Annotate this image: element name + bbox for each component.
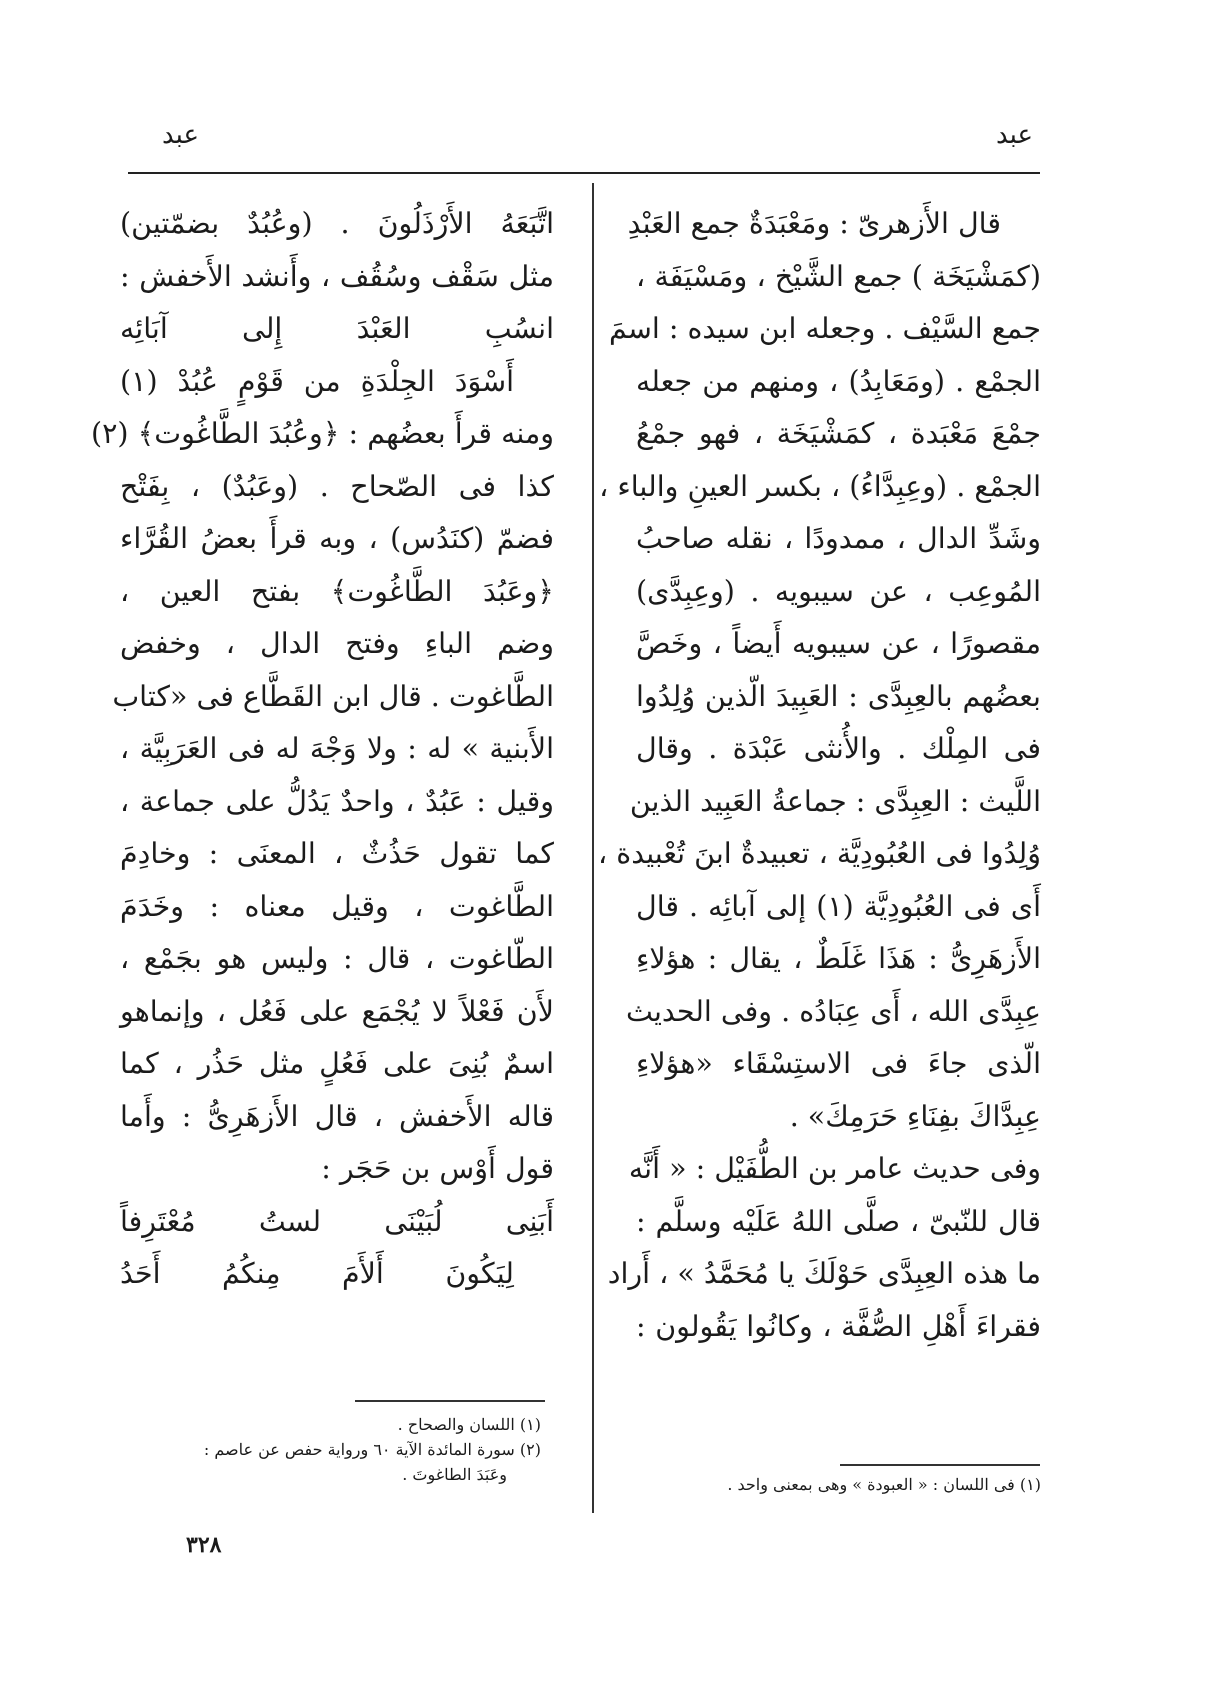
text-line: قول أَوْس بن حَجَر : [321, 1152, 554, 1185]
verse-line: أَبَنِى لُبَيْنَى لستُ مُعْتَرِفاً [120, 1204, 554, 1238]
text-line: وشَدِّ الدال ، ممدودًا ، نقله صاحبُ [636, 522, 1041, 555]
text-line: وفى حديث عامر بن الطُّفَيْل : « أَنَّه [628, 1152, 1041, 1185]
footnote: (٢) سورة المائدة الآية ٦٠ ورواية حفص عن عاصم : [203, 1440, 541, 1459]
text-line: كذا فى الصّحاح . (وعَبُدٌ) ، بِفَتْح [120, 469, 554, 503]
text-line: ما هذه العِبِدَّى حَوْلَكَ يا مُحَمَّدُ » ، أَراد [607, 1257, 1041, 1290]
column-divider [592, 183, 594, 1513]
text-line: لأَن فَعْلاً لا يُجْمَع على فَعُل ، وإنماهو [120, 994, 554, 1028]
right-column [598, 198, 1041, 1353]
text-line: الأَبنية » له : ولا وَجْهَ له فى العَرَبِيَّة ، [120, 732, 554, 765]
text-line: كما تقول حَذُثٌ ، المعنَى : وخادِمَ [120, 837, 554, 870]
text-line: بعضُهم بالعِبِدَّى : العَبِيدَ الّذين وُلِدُوا [636, 679, 1041, 713]
footnotes-left [111, 1412, 541, 1487]
text-line: مثل سَقْف وسُقُف ، وأَنشد الأَخفش : [120, 259, 554, 293]
left-column [90, 198, 554, 1301]
text-line: الّذى جاءَ فى الاستِسْقَاء «هؤلاءِ [636, 1047, 1041, 1080]
text-line: جمْعَ مَعْبَدة ، كمَشْيَخَة ، فهو جمْعُ [636, 417, 1041, 450]
text-line: قال الأَزهرىّ : ومَعْبَدَةٌ جمع العَبْدِ [627, 207, 1001, 240]
text-line: الطَّاغوت . قال ابن القَطَّاع فى «كتاب [112, 679, 554, 713]
text-line: فقراءَ أَهْلِ الصُّفَّة ، وكانُوا يَقُولون : [636, 1309, 1041, 1343]
text-line: ومنه قرأَ بعضُهم : ﴿وعُبُدَ الطَّاغُوت﴾ (٢) [90, 417, 554, 450]
text-line: الجمْع . (ومَعَابِدُ) ، ومنهم من جعله [636, 364, 1041, 398]
footnote-rule-right [840, 1464, 1040, 1466]
text-line: جمع السَّيْف . وجعله ابن سيده : اسمَ [609, 312, 1041, 345]
text-line: قاله الأَخفش ، قال الأَزهَرِىُّ : وأَما [120, 1099, 554, 1133]
text-line: فضمّ (كنَدُس) ، وبه قرأَ بعضُ القُرَّاء [120, 522, 554, 555]
header-rule [128, 172, 1040, 174]
verse-line: انسُبِ العَبْدَ إِلى آبَائِه [120, 312, 554, 345]
text-line: اتَّبَعَهُ الأَرْذَلُونَ . (وعُبُدٌ بضمّتين) [120, 207, 554, 240]
footnote: (١) اللسان والصحاح . [397, 1415, 541, 1434]
text-line: فى المِلْك . والأُنثى عَبْدَة . وقال [636, 732, 1041, 765]
text-line: أَى فى العُبُودِيَّة (١) إلى آبائِه . قال [636, 889, 1041, 923]
text-line: الجمْع . (وعِبِدَّاءُ) ، بكسر العينِ والباء ، [599, 469, 1041, 503]
text-line: الطّاغوت ، قال : وليس هو بجَمْع ، [120, 942, 554, 975]
verse-line: لِيَكُونَ أَلأَمَ مِنكُمُ أَحَدُ [120, 1257, 514, 1290]
text-line: وُلِدُوا فى العُبُودِيَّة ، تعبيدةٌ ابنَ تُعْبيدة ، [598, 837, 1041, 870]
footnote-rule-left [355, 1400, 545, 1402]
header-left-word: عبد [162, 120, 200, 150]
text-line: وضم الباءِ وفتح الدال ، وخفض [120, 627, 554, 660]
text-line: المُوعِب ، عن سيبويه . (وعِبِدَّى) [636, 574, 1041, 608]
text-line: ﴿وعَبُدَ الطَّاغُوت﴾ بفتح العين ، [120, 574, 554, 608]
text-line: اللَّيث : العِبِدَّى : جماعةُ العَبِيد الذين [629, 784, 1041, 818]
page-number: ٣٢٨ [186, 1532, 222, 1558]
text-line: الطَّاغوت ، وقيل معناه : وخَدَمَ [120, 889, 554, 923]
footnotes-right [591, 1472, 1041, 1497]
text-line: مقصورًا ، عن سيبويه أَيضاً ، وخَصَّ [636, 627, 1041, 660]
verse-line: أَسْوَدَ الجِلْدَةِ من قَوْمٍ عُبُدْ (١) [120, 364, 514, 398]
text-line: عِبِدَّاكَ بفِنَاءِ حَرَمِكَ» . [789, 1099, 1041, 1133]
text-line: الأَزهَرِىُّ : هَذَا غَلَطٌ ، يقال : هؤلاءِ [636, 942, 1041, 975]
text-line: (كمَشْيَخَة ) جمع الشَّيْخ ، ومَسْيَفَة ، [636, 259, 1041, 293]
text-line: اسمٌ بُنِىَ على فَعُلٍ مثل حَذُر ، كما [120, 1047, 554, 1080]
footnote: وعَبَدَ الطاغوتَ . [402, 1465, 507, 1484]
text-line: وقيل : عَبُدٌ ، واحدٌ يَدُلُّ على جماعة ، [120, 784, 554, 818]
text-line: عِبِدَّى الله ، أَى عِبَادُه . وفى الحديث [625, 994, 1041, 1028]
footnote: (١) فى اللسان : « العبودة » وهى بمعنى واحد . [727, 1475, 1041, 1494]
text-line: قال للنّبىّ ، صلَّى اللهُ عَلَيْه وسلَّم : [636, 1204, 1041, 1238]
header-right-word: عبد [995, 120, 1033, 150]
